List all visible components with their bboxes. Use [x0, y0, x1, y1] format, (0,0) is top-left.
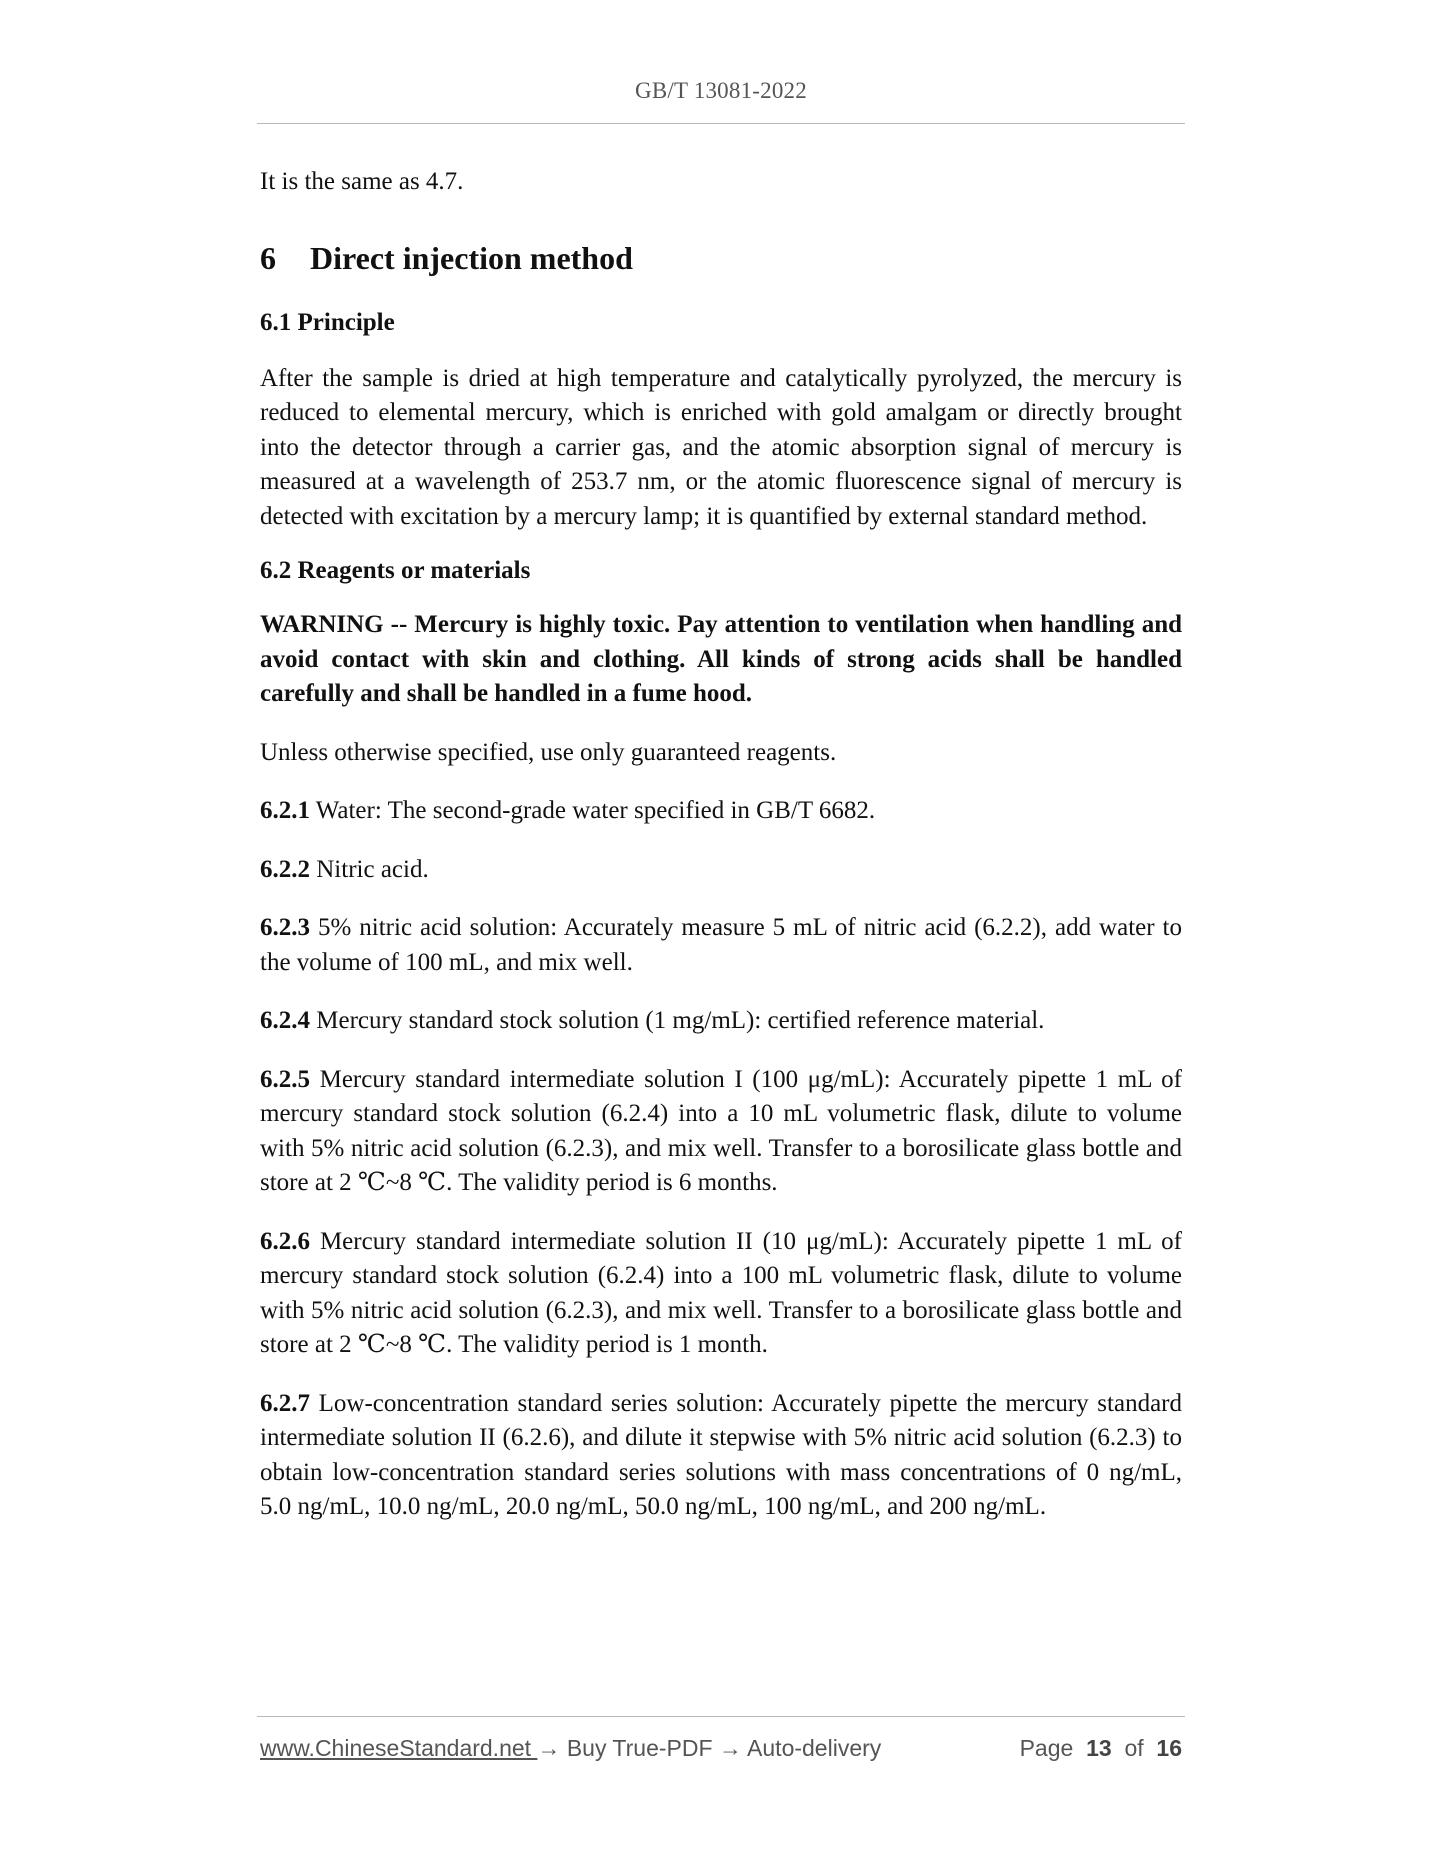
- clause-number: 6.2.4: [260, 1007, 310, 1034]
- clause-text: 5% nitric acid solution: Accurately measure 5 mL of nitric acid (6.2.2), add water to the volume of 100 mL, and mix well.: [260, 914, 1182, 976]
- clause-number: 6.2.6: [260, 1227, 310, 1255]
- clause-text: Mercury standard intermediate solution I (100 μg/mL): Accurately pipette 1 mL of mercury standard stock solution (6.2.4) into a 10 mL volumetric flask, dilute to volume with 5% nitric acid solution (6.2.3), and mix well. Transfer to a borosilicate glass bottle and store at 2 ℃~8 ℃. The validity period is 6 months.: [260, 1065, 1182, 1196]
- clause-number: 6.2.3: [260, 914, 310, 941]
- clause-text: Water: The second-grade water specified in GB/T 6682.: [310, 797, 876, 824]
- clause-text: Nitric acid.: [310, 855, 429, 883]
- page-label: Page: [1019, 1735, 1074, 1761]
- header-divider: [257, 123, 1185, 124]
- auto-delivery-text: Auto-delivery: [741, 1735, 882, 1761]
- page-header: GB/T 13081-2022: [635, 78, 807, 103]
- section-6-2-heading: 6.2 Reagents or materials: [260, 557, 531, 584]
- arrow-right-icon: →: [537, 1735, 561, 1761]
- clause-6-2-3: [260, 911, 1182, 980]
- footer-links: [260, 1735, 881, 1762]
- clause-6-2-4: [260, 1004, 1182, 1039]
- section-6-heading: [260, 238, 1182, 278]
- clause-6-2-1: [260, 794, 1182, 829]
- clause-number: 6.2.5: [260, 1065, 310, 1093]
- page-total: 16: [1156, 1735, 1182, 1761]
- clause-6-2-5: [260, 1063, 1182, 1201]
- page-number: [1020, 1735, 1182, 1762]
- clause-text: Low-concentration standard series solution: Accurately pipette the mercury standard intermediate solution II (6.2.6), and dilute it stepwise with 5% nitric acid solution (6.2.3) to obtain low-concentration standard series solutions with mass concentrations of 0 ng/mL, 5.0 ng/mL, 10.0 ng/mL, 20.0 ng/mL, 50.0 ng/mL, 100 ng/mL, and 200 ng/mL.: [260, 1389, 1182, 1520]
- principle-paragraph: After the sample is dried at high temperature and catalytically pyrolyzed, the mercury is reduced to elemental mercury, which is enriched with gold amalgam or directly brought into the detector through a carrier gas, and the atomic absorption signal of mercury is measured at a wavelength of 253.7 nm, or the atomic fluorescence signal of mercury is detected with excitation by a mercury lamp; it is quantified by external standard method.: [260, 364, 1182, 530]
- chinesestandard-link[interactable]: www.ChineseStandard.net: [260, 1735, 538, 1761]
- footer-divider: [257, 1716, 1185, 1717]
- page-current: 13: [1086, 1735, 1112, 1761]
- clause-number: 6.2.7: [260, 1389, 310, 1417]
- page-content: [260, 165, 1182, 1525]
- section-6-1-heading: 6.1 Principle: [260, 308, 395, 336]
- clause-6-2-7: [260, 1387, 1182, 1525]
- clause-number: 6.2.1: [260, 797, 310, 824]
- clause-number: 6.2.2: [260, 855, 310, 883]
- clause-6-2-2: [260, 853, 1182, 888]
- arrow-right-icon: →: [718, 1735, 742, 1761]
- buy-true-pdf-text: Buy True-PDF: [560, 1735, 719, 1761]
- section-6-number: 6: [260, 239, 276, 276]
- warning-paragraph: WARNING -- Mercury is highly toxic. Pay attention to ventilation when handling and avoid contact with skin and clothing. All kinds of strong acids shall be handled carefully and shall be handled in a fume hood.: [260, 611, 1182, 707]
- section-6-title: Direct injection method: [310, 239, 633, 276]
- clause-text: Mercury standard intermediate solution II (10 μg/mL): Accurately pipette 1 mL of mercury standard stock solution (6.2.4) into a 100 mL volumetric flask, dilute to volume with 5% nitric acid solution (6.2.3), and mix well. Transfer to a borosilicate glass bottle and store at 2 ℃~8 ℃. The validity period is 1 month.: [260, 1227, 1182, 1358]
- intro-paragraph: It is the same as 4.7.: [260, 168, 464, 195]
- reagent-note: Unless otherwise specified, use only guaranteed reagents.: [260, 738, 837, 766]
- page-of: of: [1124, 1735, 1144, 1761]
- clause-6-2-6: [260, 1225, 1182, 1363]
- clause-text: Mercury standard stock solution (1 mg/mL): certified reference material.: [310, 1007, 1045, 1034]
